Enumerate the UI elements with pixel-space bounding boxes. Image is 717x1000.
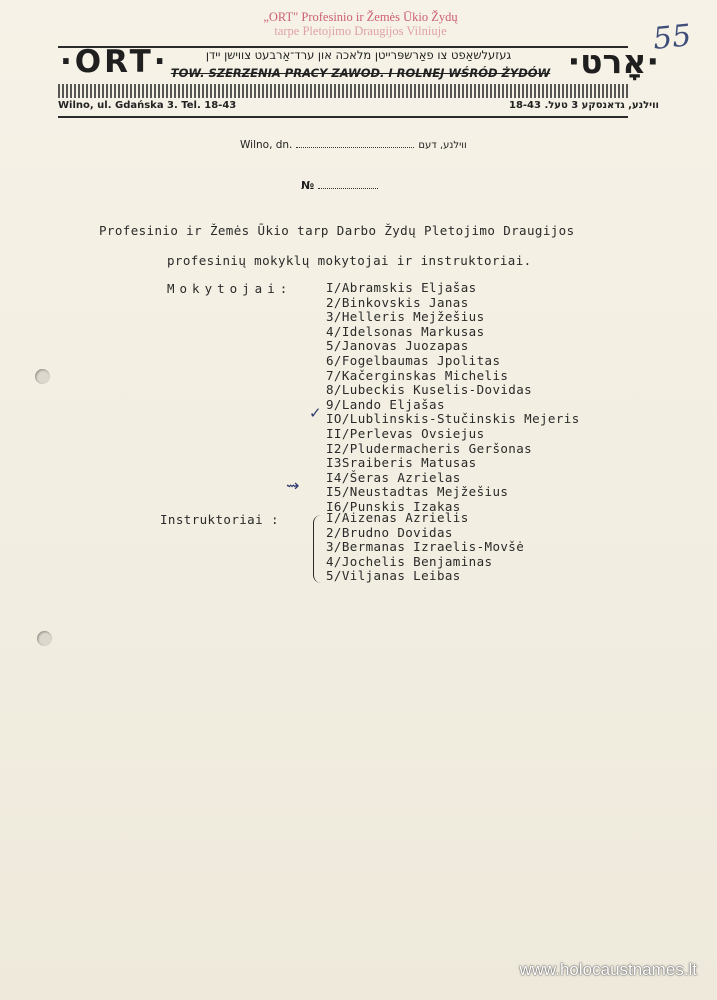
date-blank xyxy=(296,147,414,148)
date-label: Wilno, dn. xyxy=(240,139,293,151)
list-item: 4/Idelsonas Markusas xyxy=(326,323,485,339)
list-item: I5/Neustadtas Mejžešius xyxy=(326,484,509,500)
document-title-line-1: Profesinio ir Žemės Ūkio tarp Darbo Žydų Pletojimo Draugijos xyxy=(99,223,575,238)
arrow-mark-icon: ⇝ xyxy=(286,476,300,495)
list-item: 4/Jochelis Benjaminas xyxy=(326,553,493,569)
letterhead-bottom-rule xyxy=(58,116,628,118)
stamp-line-2: tarpe Pletojimo Draugijos Vilniuje xyxy=(274,24,447,38)
list-item: 7/Kačerginskas Michelis xyxy=(326,367,509,383)
list-item: 5/Viljanas Leibas xyxy=(326,568,461,584)
site-watermark: www.holocaustnames.lt xyxy=(519,960,697,979)
list-item: I/Aizenas Azrielis xyxy=(326,510,469,525)
teachers-heading: Mokytojai: xyxy=(167,281,293,296)
list-item: 3/Helleris Mejžešius xyxy=(326,309,485,325)
list-item: I3Sraiberis Matusas xyxy=(326,455,477,471)
letterhead-hatch-band xyxy=(58,84,628,98)
list-item: I4/Šeras Azrielas xyxy=(326,469,461,485)
institution-stamp xyxy=(238,10,483,38)
stamp-line-1: „ORT" Profesinio ir Žemės Ūkio Žydų xyxy=(263,10,458,24)
number-label: № xyxy=(301,179,315,192)
number-blank xyxy=(318,188,378,189)
list-item: 9/Lando Eljašas xyxy=(326,396,445,412)
instructors-heading: Instruktoriai : xyxy=(160,512,279,527)
list-item: 2/Brudno Dovidas xyxy=(326,524,453,540)
address-polish: Wilno, ul. Gdańska 3. Tel. 18-43 xyxy=(58,100,237,111)
list-item: I2/Pludermacheris Geršonas xyxy=(326,440,533,456)
list-item: 3/Bermanas Izraelis-Movšė xyxy=(326,539,525,555)
punch-hole-icon xyxy=(37,631,52,646)
letterhead-polish-name: TOW. SZERZENIA PRACY ZAWOD. I ROLNEJ WŚRÓD ŻYDÓW xyxy=(170,66,551,80)
instructors-list xyxy=(326,511,524,584)
ort-logo: ·ORT· xyxy=(60,44,169,80)
list-item: 8/Lubeckis Kuselis-Dovidas xyxy=(326,382,533,398)
punch-hole-icon xyxy=(35,369,50,384)
list-item: IO/Lublinskis-Stučinskis Mejeris xyxy=(326,411,580,427)
date-label-yiddish: ווילנע, דעם xyxy=(418,140,467,151)
list-item: II/Perlevas Ovsiejus xyxy=(326,425,485,441)
ort-logo-hebrew: ·אָרט· xyxy=(567,42,659,81)
teachers-list xyxy=(326,281,580,515)
document-title-line-2: profesinių mokyklų mokytojai ir instruktoriai. xyxy=(167,253,532,268)
list-item: 2/Binkovskis Janas xyxy=(326,294,469,310)
list-item: I6/Punskis Izakas xyxy=(326,498,461,514)
instructors-brace xyxy=(313,515,324,583)
check-mark-icon: ✓ xyxy=(309,404,322,422)
reference-number-line xyxy=(301,179,378,192)
list-item: I/Abramskis Eljašas xyxy=(326,280,477,295)
list-item: 5/Janovas Juozapas xyxy=(326,338,469,354)
letterhead-yiddish-name: געזעלשאַפט צו פאַרשפּרייטן מלאכה און ערד־אַרבעט צווישן יידן xyxy=(205,48,512,62)
address-yiddish: ווילנע, גדאנסקע 3 טעל. 18-43 xyxy=(508,100,659,111)
handwritten-page-number: 55 xyxy=(651,18,693,57)
list-item: 6/Fogelbaumas Jpolitas xyxy=(326,352,501,368)
date-line xyxy=(240,139,470,151)
